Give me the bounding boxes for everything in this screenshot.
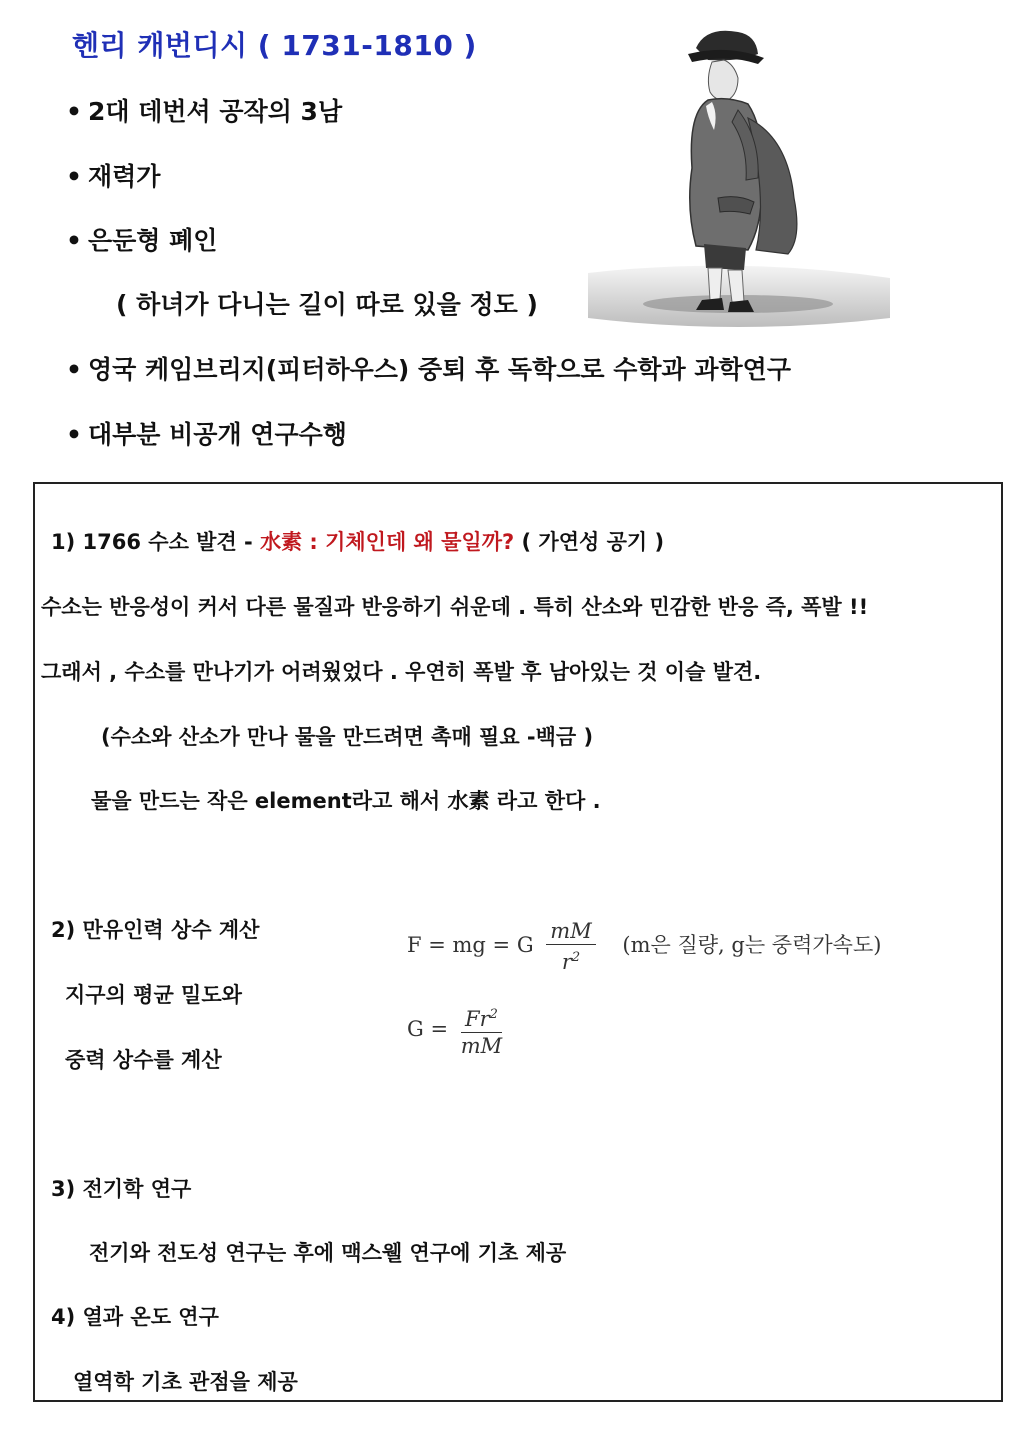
bio-item: • 은둔형 폐인 — [66, 226, 218, 255]
section1-heading: 1) 1766 수소 발견 - 水素 : 기체인데 왜 물일까? ( 가연성 공기 ) — [51, 530, 665, 554]
section3-line: 전기와 전도성 연구는 후에 맥스웰 연구에 기초 제공 — [89, 1241, 567, 1265]
gravity-formula: F = mg = G $\frac{mM}{r^2}$ (m은 질량, g는 중력가속도) — [407, 919, 882, 974]
fraction: $\frac{Fr^2}{mM}$ — [461, 1002, 502, 1059]
section2-line: 지구의 평균 밀도와 — [65, 983, 242, 1007]
section1-line: 그래서 , 수소를 만나기가 어려웠었다 . 우연히 폭발 후 남아있는 것 이슬 발견. — [41, 660, 762, 684]
section1-line: 수소는 반응성이 커서 다른 물질과 반응하기 쉬운데 . 특히 산소와 민감한 반응 즉, 폭발 !! — [41, 595, 869, 619]
page-title: 헨리 캐번디시 ( 1731-1810 ) — [72, 29, 477, 62]
section2-line: 중력 상수를 계산 — [65, 1048, 222, 1072]
g-constant-formula: G = $\frac{Fr^2}{mM}$ — [407, 1002, 508, 1059]
bio-item: • 재력가 — [66, 162, 161, 191]
section1-line: 물을 만드는 작은 element라고 해서 水素 라고 한다 . — [91, 789, 601, 813]
section3-heading: 3) 전기학 연구 — [51, 1177, 192, 1201]
bio-item: • 2대 데번셔 공작의 3남 — [66, 97, 343, 126]
fraction: $\frac{mM}{r^2}$ — [546, 918, 595, 975]
section4-heading: 4) 열과 온도 연구 — [51, 1305, 219, 1329]
section2-heading: 2) 만유인력 상수 계산 — [51, 918, 260, 942]
section4-line: 열역학 기초 관점을 제공 — [73, 1370, 298, 1394]
bio-item: • 대부분 비공개 연구수행 — [66, 420, 347, 449]
section1-line: (수소와 산소가 만나 물을 만드려면 촉매 필요 -백금 ) — [101, 725, 594, 749]
bio-note: ( 하녀가 다니는 길이 따로 있을 정도 ) — [116, 290, 538, 319]
content-box — [33, 482, 1003, 1402]
bio-item: • 영국 케임브리지(피터하우스) 중퇴 후 독학으로 수학과 과학연구 — [66, 355, 791, 384]
cavendish-portrait-image — [588, 18, 890, 333]
